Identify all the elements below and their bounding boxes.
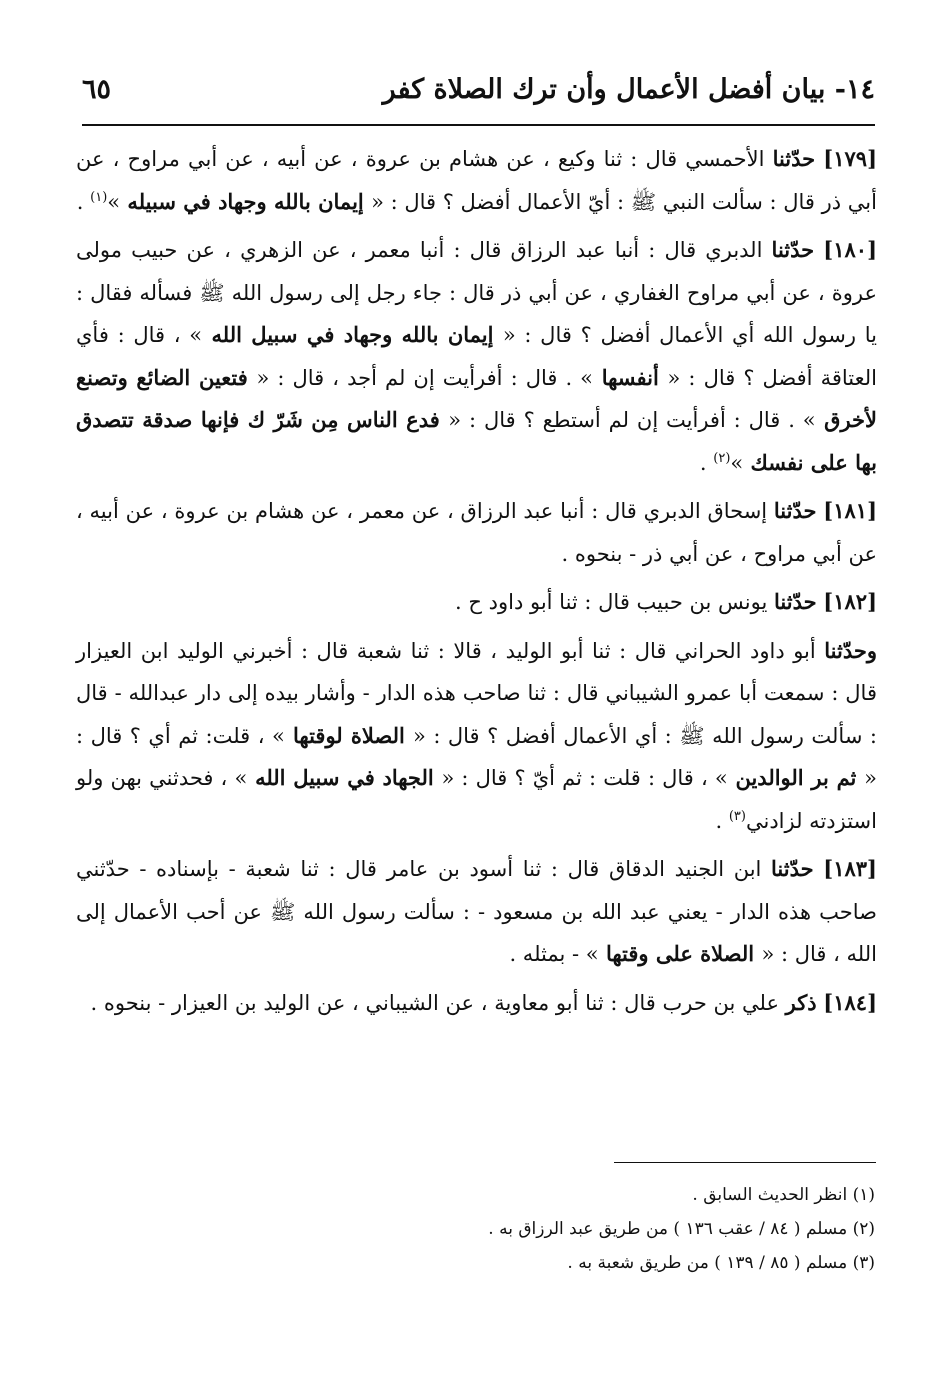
prophetic-saying: أنفسها	[593, 364, 668, 390]
hadith-text: » . قال : أفرأيت إن لم أستطع ؟ قال : «	[448, 408, 816, 432]
hadith-text: .	[76, 189, 91, 214]
hadith-keyword: وحدّثنا	[824, 637, 877, 663]
hadith-keyword: حدّثنا	[771, 237, 815, 262]
hadith-text: » ، قال : فأي العتاقة أفضل ؟ قال : «	[76, 323, 877, 390]
hadith-number: [١٧٩]	[823, 146, 877, 171]
hadith-text: إسحاق الدبري قال : أنبا عبد الرزاق ، عن معمر ، عن هشام بن عروة ، عن أبيه ، عن أبي مراوح ، عن أبي ذر - بنحوه .	[76, 499, 877, 566]
footnote-item: (٢) مسلم ( ٨٤ / عقب ١٣٦ ) من طريق عبد الرزاق به .	[488, 1219, 875, 1239]
hadith-keyword: ذكر	[785, 989, 817, 1015]
prophetic-saying: إيمان بالله وجهاد في سبيل الله	[202, 322, 503, 347]
hadith-181	[76, 490, 877, 575]
hadith-text: .	[715, 808, 729, 833]
hadith-text: »	[107, 189, 121, 214]
prophetic-saying: الجهاد في سبيل الله	[247, 765, 442, 790]
footnote-item: (١) انظر الحديث السابق .	[692, 1185, 875, 1205]
footnote-divider	[614, 1162, 876, 1163]
hadith-keyword: حدّثنا	[774, 589, 817, 614]
prophetic-saying: الصلاة لوقتها	[284, 722, 413, 748]
prophetic-saying: فتعين الضائع وتصنع لأخرق	[76, 364, 877, 432]
hadith-keyword: حدّثنا	[772, 146, 816, 171]
footnote-marker: (٢)	[713, 450, 731, 466]
footnote-marker: (٣)	[728, 808, 746, 824]
footnote-item: (٣) مسلم ( ٨٥ / ١٣٩ ) من طريق شعبة به .	[567, 1253, 875, 1273]
hadith-text: .	[699, 450, 714, 475]
hadith-text: »	[730, 450, 744, 475]
hadith-text: » ، قال : قلت : ثم أيّ ؟ قال : «	[441, 766, 728, 790]
hadith-number: [١٨٤]	[823, 989, 877, 1015]
hadith-keyword: حدّثنا	[773, 498, 817, 523]
hadith-number: [١٨٠]	[823, 237, 877, 262]
hadith-text: علي بن حرب قال : ثنا أبو معاوية ، عن الشيباني ، عن الوليد بن العيزار - بنحوه .	[90, 990, 786, 1015]
footnotes	[300, 1178, 875, 1280]
hadith-179	[76, 138, 877, 223]
hadith-182	[76, 581, 877, 624]
main-text	[76, 138, 877, 1030]
hadith-180	[76, 229, 877, 484]
hadith-number: [١٨١]	[823, 498, 877, 523]
hadith-keyword: حدّثنا	[771, 856, 814, 881]
hadith-number: [١٨٣]	[823, 856, 877, 881]
hadith-text: ابن الجنيد الدقاق قال : ثنا أسود بن عامر قال : ثنا شعبة - بإسناده - حدّثني صاحب هذه الدار - يعني عبد الله بن مسعود - : سألت رسول الله ﷺ عن أحب الأعمال إلى الله ، قال : «	[76, 857, 877, 966]
header-divider	[82, 124, 875, 126]
hadith-number: [١٨٢]	[823, 589, 877, 614]
hadith-text: » - بمثله .	[509, 942, 599, 966]
hadith-text: الأحمسي قال : ثنا وكيع ، عن هشام بن عروة ، عن أبيه ، عن أبي مراوح ، عن أبي ذر قال : سألت النبي ﷺ : أيّ الأعمال أفضل ؟ قال : «	[76, 147, 877, 214]
footnote-marker: (١)	[90, 189, 108, 205]
hadith-text: » . قال : أفرأيت إن لم أجد ، قال : «	[256, 365, 594, 390]
prophetic-saying: إيمان بالله وجهاد في سبيله	[120, 188, 372, 214]
prophetic-saying: ثم بر الوالدين	[727, 765, 865, 790]
hadith-183	[76, 848, 877, 976]
prophetic-saying: فدع الناس مِن شَرّ ك فإنها صدقة تتصدق بها على نفسك	[76, 407, 877, 475]
prophetic-saying: الصلاة على وقتها	[598, 941, 762, 966]
page-header	[82, 70, 875, 120]
hadith-184	[76, 982, 877, 1025]
hadith-text: » ، فحدثني بهن ولو استزدته لزادني	[76, 766, 877, 833]
page-number: ٦٥	[82, 74, 112, 105]
hadith-text: يونس بن حبيب قال : ثنا أبو داود ح .	[455, 590, 774, 614]
hadith-text: أبو داود الحراني قال : ثنا أبو الوليد ، قالا : ثنا شعبة قال : أخبرني الوليد ابن العيزار قال : سمعت أبا عمرو الشيباني قال : ثنا صاحب هذه الدار - وأشار بيده إلى دار عبدالله - قال : سألت رسول الله ﷺ : أي الأعمال أفضل ؟ قال : «	[76, 638, 877, 748]
hadith-text: الدبري قال : أنبا عبد الرزاق قال : أنبا معمر ، عن الزهري ، عن حبيب مولى عروة ، عن أبي مراوح الغفاري ، عن أبي ذر قال : جاء رجل إلى رسول الله ﷺ فسأله فقال : يا رسول الله أي الأعمال أفضل ؟ قال : «	[76, 238, 877, 347]
hadith-182-second-chain	[76, 630, 877, 843]
hadith-text: » ، قلت: ثم أي ؟ قال : «	[76, 723, 878, 790]
chapter-title: ١٤- بيان أفضل الأعمال وأن ترك الصلاة كفر	[382, 74, 875, 105]
